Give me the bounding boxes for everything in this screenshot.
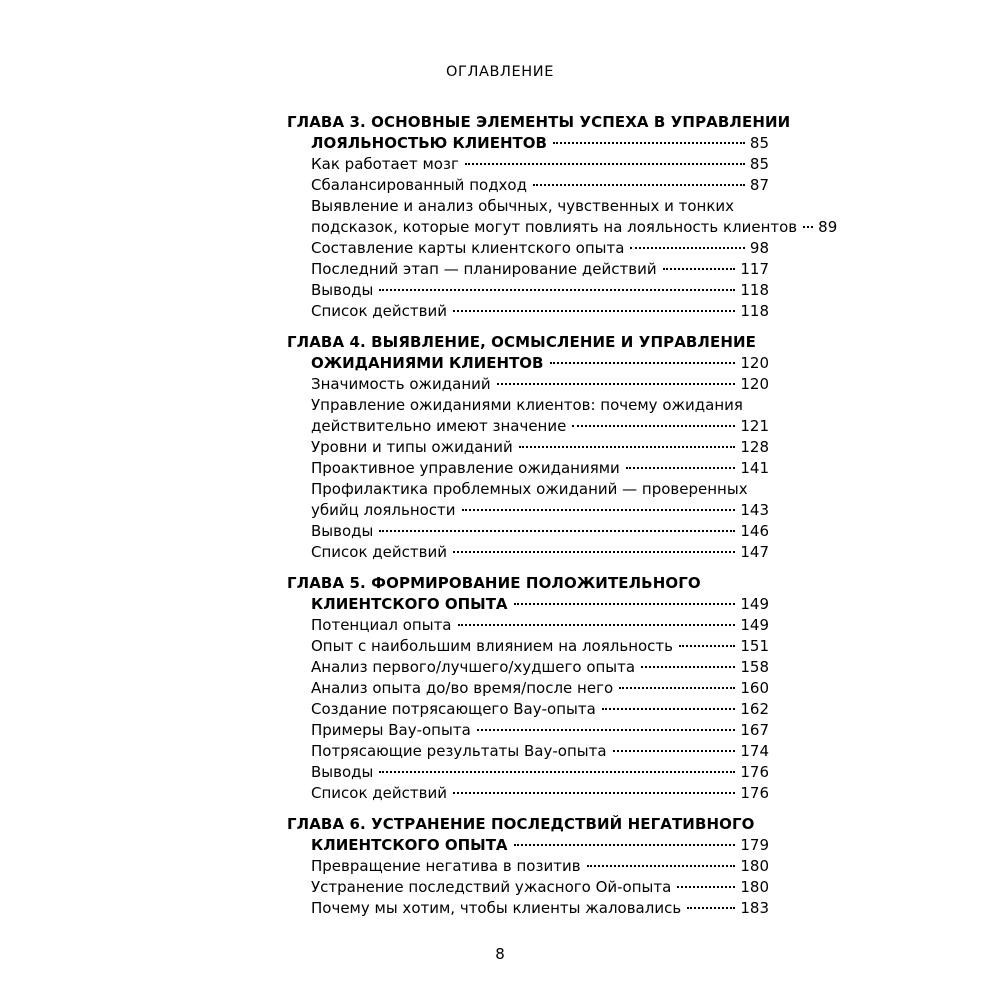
toc-entry-label: Анализ первого/лучшего/худшего опыта [311, 658, 636, 676]
page-number: 8 [495, 945, 505, 963]
toc-entry [287, 542, 769, 563]
toc-entry-label: Как работает мозг [311, 155, 459, 173]
dot-leader [602, 708, 736, 710]
toc-entry-label: Создание потрясающего Вау-опыта [311, 700, 596, 718]
toc-entry-label: Список действий [311, 784, 447, 802]
toc-entry-page: 87 [749, 176, 769, 194]
toc-entry-page: 158 [740, 658, 769, 676]
toc-entry-line: Выявление и анализ обычных, чувственных и тонких [311, 197, 735, 215]
dot-leader [379, 289, 735, 291]
toc-entry-label: действительно имеют значение [311, 417, 567, 435]
toc-entry [287, 762, 769, 783]
toc-entry-label: Уровни и типы ожиданий [311, 438, 513, 456]
toc-entry-line: Профилактика проблемных ожиданий — проверенных [311, 480, 748, 498]
dot-leader [453, 551, 735, 553]
toc-entry [287, 437, 769, 458]
toc-entry-label: убийц лояльности [311, 501, 456, 519]
chapter-title-row [287, 133, 769, 154]
dot-leader [453, 310, 735, 312]
chapter-title-continued: КЛИЕНТСКОГО ОПЫТА [311, 836, 508, 854]
dot-leader [533, 184, 745, 186]
chapter-title-continued: ЛОЯЛЬНОСТЬЮ КЛИЕНТОВ [311, 134, 547, 152]
dot-leader [587, 865, 736, 867]
dot-leader [453, 792, 735, 794]
toc-entry-label: Выводы [311, 522, 374, 540]
toc-entry-label: Сбалансированный подход [311, 176, 527, 194]
toc-entry-label: Опыт с наибольшим влиянием на лояльность [311, 637, 673, 655]
toc-entry [287, 678, 769, 699]
dot-leader [379, 771, 735, 773]
toc-entry [287, 636, 769, 657]
toc-entry-page: 143 [740, 501, 769, 519]
toc-entry-page: 98 [749, 239, 769, 257]
toc-entry [287, 877, 769, 898]
toc-entry [287, 500, 769, 521]
chapter-title-continued: КЛИЕНТСКОГО ОПЫТА [311, 595, 508, 613]
toc-entry [287, 657, 769, 678]
toc-entry [287, 154, 769, 175]
chapter-title: ГЛАВА 3. ОСНОВНЫЕ ЭЛЕМЕНТЫ УСПЕХА В УПРАВЛЕНИИ [287, 113, 791, 131]
toc-entry [287, 898, 769, 919]
chapter-title-row [287, 594, 769, 615]
dot-leader [803, 226, 813, 228]
dot-leader [550, 362, 736, 364]
toc-entry [287, 374, 769, 395]
toc-entry-page: 89 [818, 218, 838, 236]
toc-entry-page: 160 [740, 679, 769, 697]
toc-entry-page: 146 [740, 522, 769, 540]
dot-leader [679, 645, 735, 647]
toc-entry-label: Почему мы хотим, чтобы клиенты жаловались [311, 899, 682, 917]
dot-leader [477, 729, 736, 731]
toc-entry [287, 783, 769, 804]
chapter-title-row [287, 835, 769, 856]
toc-entry [287, 521, 769, 542]
chapter-section [287, 332, 769, 563]
toc-entry-page: 147 [740, 543, 769, 561]
chapter-title-row [287, 353, 769, 374]
toc-entry-line: Управление ожиданиями клиентов: почему ожидания [311, 396, 743, 414]
toc-entry [287, 217, 838, 238]
page-header: ОГЛАВЛЕНИЕ [445, 64, 554, 80]
toc-entry-label: Устранение последствий ужасного Ой-опыта [311, 878, 672, 896]
dot-leader [514, 603, 736, 605]
chapter-title: ГЛАВА 4. ВЫЯВЛЕНИЕ, ОСМЫСЛЕНИЕ И УПРАВЛЕНИЕ [287, 333, 756, 351]
toc-entry-page: 85 [749, 155, 769, 173]
toc-entry [287, 856, 769, 877]
dot-leader [641, 666, 735, 668]
chapter-title-continued: ОЖИДАНИЯМИ КЛИЕНТОВ [311, 354, 544, 372]
toc-entry-label: Потрясающие результаты Вау-опыта [311, 742, 607, 760]
chapter-section [287, 814, 769, 919]
toc-entry-label: подсказок, которые могут повлиять на лояльность клиентов [311, 218, 798, 236]
chapter-title: ГЛАВА 5. ФОРМИРОВАНИЕ ПОЛОЖИТЕЛЬНОГО [287, 574, 701, 592]
toc-entry-page: 120 [740, 375, 769, 393]
dot-leader [626, 467, 736, 469]
dot-leader [514, 844, 736, 846]
toc-entry-page: 167 [740, 721, 769, 739]
dot-leader [465, 163, 745, 165]
toc-entry-label: Список действий [311, 543, 447, 561]
dot-leader [687, 907, 735, 909]
chapter-title: ГЛАВА 6. УСТРАНЕНИЕ ПОСЛЕДСТВИЙ НЕГАТИВНОГО [287, 815, 755, 833]
toc-entry-page: 121 [740, 417, 769, 435]
toc-entry [287, 416, 769, 437]
toc-entry [287, 699, 769, 720]
toc-entry [287, 175, 769, 196]
toc-entry-page: 151 [740, 637, 769, 655]
dot-leader [519, 446, 736, 448]
toc-entry [287, 301, 769, 322]
chapter-page: 149 [740, 595, 769, 613]
toc-entry-label: Список действий [311, 302, 447, 320]
toc-entry-label: Значимость ожиданий [311, 375, 491, 393]
chapter-page: 120 [740, 354, 769, 372]
dot-leader [619, 687, 735, 689]
chapter-page: 179 [740, 836, 769, 854]
dot-leader [663, 268, 736, 270]
toc-entry-label: Выводы [311, 763, 374, 781]
table-of-contents [287, 112, 838, 929]
toc-entry-page: 117 [740, 260, 769, 278]
toc-entry-label: Примеры Вау-опыта [311, 721, 471, 739]
toc-entry-page: 128 [740, 438, 769, 456]
toc-entry [287, 238, 769, 259]
toc-entry [287, 741, 769, 762]
toc-entry-page: 118 [740, 302, 769, 320]
dot-leader [458, 624, 736, 626]
toc-entry [287, 458, 769, 479]
dot-leader [553, 142, 745, 144]
toc-entry-label: Выводы [311, 281, 374, 299]
chapter-page: 85 [749, 134, 769, 152]
toc-entry-page: 174 [740, 742, 769, 760]
toc-entry-label: Последний этап — планирование действий [311, 260, 657, 278]
toc-entry [287, 259, 769, 280]
dot-leader [613, 750, 736, 752]
toc-entry-label: Составление карты клиентского опыта [311, 239, 625, 257]
toc-entry-page: 180 [740, 878, 769, 896]
toc-entry-page: 176 [740, 763, 769, 781]
toc-entry [287, 280, 769, 301]
toc-entry-page: 162 [740, 700, 769, 718]
chapter-section [287, 573, 769, 804]
toc-entry [287, 720, 769, 741]
dot-leader [497, 383, 736, 385]
dot-leader [630, 247, 745, 249]
dot-leader [462, 509, 736, 511]
toc-entry-page: 141 [740, 459, 769, 477]
toc-entry-label: Проактивное управление ожиданиями [311, 459, 620, 477]
toc-entry-page: 183 [740, 899, 769, 917]
toc-entry-page: 149 [740, 616, 769, 634]
toc-entry-label: Анализ опыта до/во время/после него [311, 679, 614, 697]
toc-entry-label: Превращение негатива в позитив [311, 857, 581, 875]
dot-leader [677, 886, 735, 888]
dot-leader [572, 425, 735, 427]
chapter-section [287, 112, 838, 322]
toc-entry-label: Потенциал опыта [311, 616, 452, 634]
toc-entry [287, 615, 769, 636]
dot-leader [379, 530, 735, 532]
toc-entry-page: 180 [740, 857, 769, 875]
toc-entry-page: 176 [740, 784, 769, 802]
toc-entry-page: 118 [740, 281, 769, 299]
